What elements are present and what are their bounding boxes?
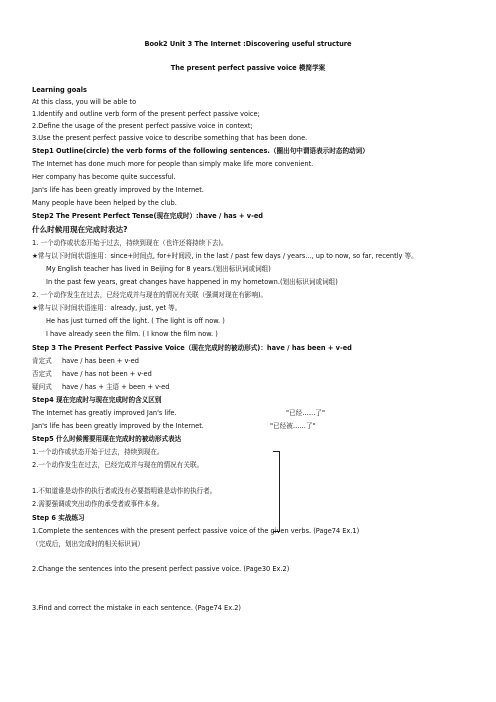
step4-sentence: Jan's life has been greatly improved by the Internet. [32,422,204,430]
form-structure: have / has not been + v-ed [62,370,152,378]
step2-example: In the past few years, great changes have happened in my hometown.(划出标识词或词组) [46,278,338,286]
step2-adverbs-1: ★常与以下时间状语连用：since+时间点, for+时间段, in the last / past few days / years..., up to now, so far, recently 等。 [32,252,418,260]
step1-sentence: Her company has become quite successful. [32,173,176,181]
step5-heading: Step5 什么时候需要用现在完成时的被动形式表达 [32,435,182,443]
step2-example: I have already seen the film. ( I know the film now. ) [46,330,218,338]
step1-sentence: Jan's life has been greatly improved by the Internet. [32,186,204,194]
form-structure: have / has been + v-ed [62,357,139,365]
worksheet-subtitle: The present perfect passive voice 模简学案 [170,64,326,72]
exercise-2: 2.Change the sentences into the present perfect passive voice. (Page30 Ex.2) [32,565,290,573]
exercise-1: 1.Complete the sentences with the present perfect passive voice of the given verbs. (Page74 Ex.1) [32,527,360,535]
step4-meaning: "已经被……了" [270,422,316,430]
form-structure: have / has + 主语 + been + v-ed [62,383,170,391]
step5-item: 1.一个动作或状态开始于过去，持续到现在。 [32,448,164,456]
step5-item: 2.需要强调或突出动作的承受者或事件本身。 [32,500,164,508]
learning-goals-heading: Learning goals [32,86,87,94]
step3-form-row [32,357,139,366]
step3-form-row [32,383,169,392]
step2-heading: Step2 The Present Perfect Tense(现在完成时）:have / has + v-ed [32,212,264,220]
step1-sentence: The Internet has done much more for people than simply make life more convenient. [32,160,314,168]
learning-goal-item: 3.Use the present perfect passive voice to describe something that has been done. [32,134,308,142]
step6-heading: Step 6 实战练习 [32,514,85,522]
step4-sentence: The Internet has greatly improved Jan's life. [32,409,177,417]
step2-point-1: 1. 一个动作或状态开始于过去，持续到现在（也许还将持续下去)。 [32,239,228,247]
step3-heading: Step 3 The Present Perfect Passive Voice（现在完成时的被动形式)：have / has been + v-ed [32,344,352,352]
step2-question: 什么时候用现在完成时表达? [32,225,128,234]
step1-heading: Step1 Outline(circle) the verb forms of the following sentences.（圈出句中谓语表示时态的动词） [32,147,369,155]
learning-goal-item: 2.Define the usage of the present perfect passive voice in context; [32,122,253,130]
step5-item: 1.不知道谁是动作的执行者或没有必要指明谁是动作的执行者。 [32,487,217,495]
learning-goal-item: 1.Identify and outline verb form of the present perfect passive voice; [32,110,260,118]
form-label: 肯定式 [32,357,52,365]
step2-point-2: 2. 一个动作发生在过去，已经完成并与现在的情况有关联（强调对现在有影响)。 [32,291,268,299]
form-label: 疑问式 [32,383,52,391]
grouping-bracket [273,451,280,532]
step2-adverbs-2: ★常与以下时间状语连用：already, just, yet 等。 [32,304,182,312]
learning-goals-intro: At this class, you will be able to [32,98,137,106]
worksheet-title: Book2 Unit 3 The Internet :Discovering useful structure [144,40,352,48]
step4-heading: Step4 现在完成时与现在完成时的含义区别 [32,396,162,404]
exercise-3: 3.Find and correct the mistake in each sentence. (Page74 Ex.2) [32,604,241,612]
step4-meaning: "已经……了" [286,409,326,417]
form-label: 否定式 [32,370,52,378]
step1-sentence: Many people have been helped by the club. [32,199,177,207]
exercise-1-note: （完成后，划出完成时的相关标识词） [32,540,145,548]
step3-form-row [32,370,152,379]
step2-example: He has just turned off the light. ( The light is off now. ) [46,317,225,325]
step2-example: My English teacher has lived in Beijing for 8 years.(划出标识词或词组) [46,265,271,273]
step5-item: 2.一个动作发生在过去，已经完成并与现在的情况有关联。 [32,461,204,469]
